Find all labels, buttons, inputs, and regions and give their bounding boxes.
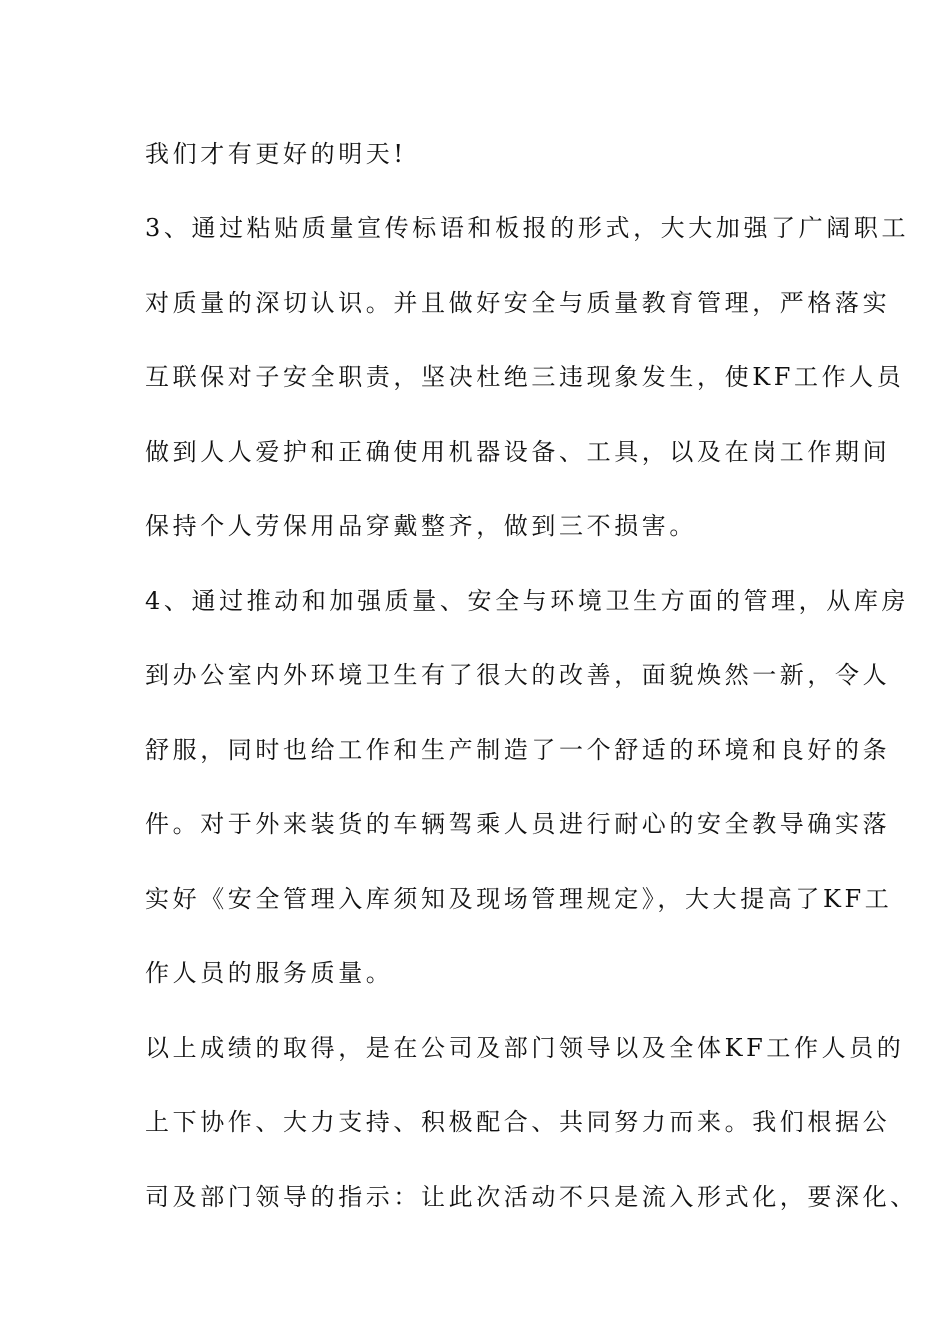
text-line: 4、通过推动和加强质量、安全与环境卫生方面的管理，从库房 bbox=[145, 587, 910, 615]
text-line: 3、通过粘贴质量宣传标语和板报的形式，大大加强了广阔职工 bbox=[145, 214, 910, 242]
text-line: 以上成绩的取得，是在公司及部门领导以及全体KF工作人员的 bbox=[145, 1034, 905, 1062]
text-line: 对质量的深切认识。并且做好安全与质量教育管理，严格落实 bbox=[145, 289, 891, 317]
text-line: 上下协作、大力支持、积极配合、共同努力而来。我们根据公 bbox=[145, 1108, 891, 1136]
text-line: 保持个人劳保用品穿戴整齐，做到三不损害。 bbox=[145, 512, 697, 540]
text-line: 实好《安全管理入库须知及现场管理规定》，大大提高了KF工 bbox=[145, 885, 893, 913]
text-line: 司及部门领导的指示：让此次活动不只是流入形式化，要深化、 bbox=[145, 1183, 918, 1211]
text-line: 舒服，同时也给工作和生产制造了一个舒适的环境和良好的条 bbox=[145, 736, 891, 764]
text-line: 做到人人爱护和正确使用机器设备、工具，以及在岗工作期间 bbox=[145, 438, 891, 466]
text-line: 件。对于外来装货的车辆驾乘人员进行耐心的安全教导确实落 bbox=[145, 810, 891, 838]
text-line: 我们才有更好的明天! bbox=[145, 140, 407, 168]
text-line: 作人员的服务质量。 bbox=[145, 959, 394, 987]
text-line: 到办公室内外环境卫生有了很大的改善，面貌焕然一新，令人 bbox=[145, 661, 891, 689]
text-line: 互联保对子安全职责，坚决杜绝三违现象发生，使KF工作人员 bbox=[145, 363, 905, 391]
